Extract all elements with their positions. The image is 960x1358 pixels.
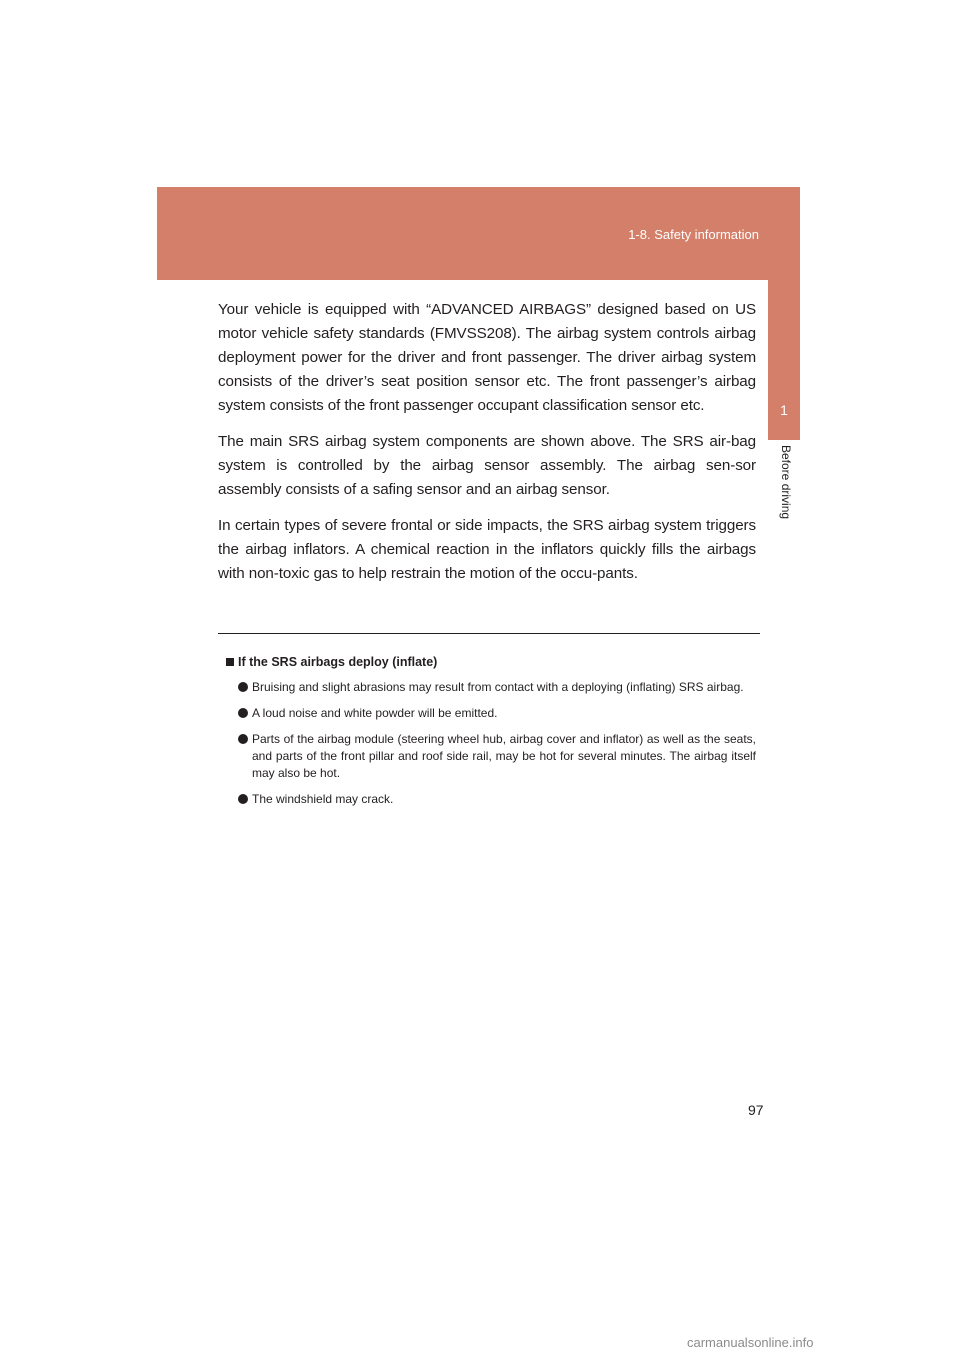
square-bullet-icon [226, 658, 234, 666]
notes-section [226, 653, 756, 817]
list-item [238, 791, 756, 808]
note-list [226, 679, 756, 808]
list-item-text: The windshield may crack. [252, 792, 394, 806]
section-divider [218, 633, 760, 634]
paragraph-advanced-airbags: Your vehicle is equipped with “ADVANCED AIRBAGS” designed based on US motor vehicle safety standards (FMVSS208). The airbag system controls airbag deployment power for the driver and front passenger. The driver airbag system consists of the driver’s seat position sensor etc. The front passenger’s airbag system consists of the front passenger occupant classification sensor etc. [218, 301, 756, 414]
list-item-text: Bruising and slight abrasions may result from contact with a deploying (inflating) SRS airbag. [252, 680, 744, 694]
chapter-label: Before driving [779, 445, 793, 520]
section-title: 1-8. Safety information [628, 227, 759, 242]
list-item-text: A loud noise and white powder will be emitted. [252, 706, 498, 720]
chapter-tab [768, 280, 800, 440]
list-item-text: Parts of the airbag module (steering wheel hub, airbag cover and inflator) as well as the seats, and parts of the front pillar and roof side rail, may be hot for several minutes. The airbag itself may also be hot. [252, 732, 756, 780]
paragraph-inflators: In certain types of severe frontal or side impacts, the SRS airbag system triggers the airbag inflators. A chemical reaction in the inflators quickly fills the airbags with non-toxic gas to help restrain the motion of the occu-pants. [218, 517, 756, 582]
chapter-number: 1 [780, 402, 788, 418]
note-heading [226, 653, 756, 671]
bullet-icon [238, 794, 248, 804]
bullet-icon [238, 734, 248, 744]
note-heading-text: If the SRS airbags deploy (inflate) [238, 655, 438, 669]
list-item [238, 731, 756, 782]
list-item [238, 705, 756, 722]
bullet-icon [238, 682, 248, 692]
list-item [238, 679, 756, 696]
body-text [218, 298, 756, 598]
paragraph-system-components: The main SRS airbag system components are shown above. The SRS air-bag system is controlled by the airbag sensor assembly. The airbag sen-sor assembly consists of a safing sensor and an airbag sensor. [218, 433, 756, 498]
watermark: carmanualsonline.info [687, 1335, 814, 1350]
bullet-icon [238, 708, 248, 718]
page-number: 97 [748, 1102, 764, 1118]
header-band [157, 187, 800, 280]
